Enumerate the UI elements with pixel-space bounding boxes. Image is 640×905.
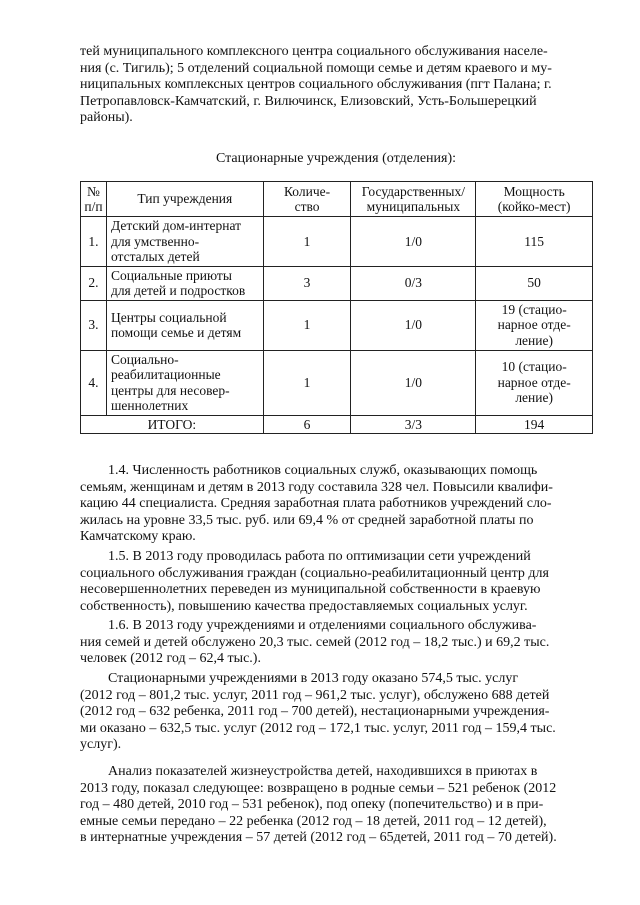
text-line: ниципальных комплексных центров социального обслуживания (пгт Палана; г. — [80, 77, 552, 93]
text-line: ния семей и детей обслужено 20,3 тыс. семей (2012 год – 18,2 тыс.) и 69,2 тыс. — [80, 634, 550, 650]
paragraph-analysis — [80, 764, 592, 847]
table-header-row — [81, 182, 593, 217]
paragraph-1-4 — [80, 463, 592, 546]
table-caption: Стационарные учреждения (отделения): — [215, 151, 457, 166]
text-line: семьям, женщинам и детям в 2013 году составила 328 чел. Повысили квалифи- — [80, 479, 553, 495]
text-line: год – 480 детей, 2010 год – 531 ребенок), под опеку (попечительство) и в при- — [80, 797, 544, 813]
cell-capacity: 50 — [476, 266, 593, 300]
cell-capacity: 10 (стацио- нарное отде- ление) — [476, 350, 593, 415]
cell-qty: 1 — [263, 300, 351, 350]
text-line: тей муниципального комплексного центра социального обслуживания населе- — [80, 44, 548, 59]
institutions-table — [80, 181, 593, 434]
cell-qty: 1 — [263, 350, 351, 415]
text-line: 2013 году, показал следующее: возвращено в родные семьи – 521 ребенок (2012 — [80, 780, 557, 796]
text-line: 1.5. В 2013 году проводилась работа по оптимизации сети учреждений — [80, 549, 531, 564]
text-line: ми оказано – 632,5 тыс. услуг (2012 год – 172,1 тыс. услуг, 2011 год – 159,4 тыс. — [80, 720, 556, 736]
total-ownership: 3/3 — [351, 415, 476, 434]
table-row — [81, 350, 593, 415]
cell-type: Социальные приюты для детей и подростков — [106, 266, 263, 300]
cell-ownership: 0/3 — [351, 266, 476, 300]
total-label: ИТОГО: — [81, 415, 264, 434]
intro-paragraph — [80, 44, 592, 127]
cell-capacity: 115 — [476, 217, 593, 267]
paragraph-1-6 — [80, 618, 592, 668]
header-ownership: Государственных/ муниципальных — [351, 182, 476, 217]
text-line: Анализ показателей жизнеустройства детей, находившихся в приютах в — [80, 764, 538, 779]
text-line: Петропавловск-Камчатский, г. Вилючинск, Елизовский, Усть-Большерецкий — [80, 93, 537, 109]
header-qty: Количе- ство — [263, 182, 351, 217]
table-row — [81, 300, 593, 350]
cell-num: 4. — [81, 350, 107, 415]
header-capacity: Мощность (койко-мест) — [476, 182, 593, 217]
text-line: несовершеннолетних переведен из муниципальной собственности в краевую — [80, 582, 541, 598]
cell-type: Центры социальной помощи семье и детям — [106, 300, 263, 350]
text-line: в интернатные учреждения – 57 детей (2012 год – 65детей, 2011 год – 70 детей). — [80, 830, 557, 846]
cell-num: 1. — [81, 217, 107, 267]
cell-qty: 1 — [263, 217, 351, 267]
cell-num: 3. — [81, 300, 107, 350]
text-line: социального обслуживания граждан (социально-реабилитационный центр для — [80, 565, 549, 581]
cell-ownership: 1/0 — [351, 300, 476, 350]
total-qty: 6 — [263, 415, 351, 434]
paragraph-1-5 — [80, 549, 592, 615]
paragraph-stationary — [80, 671, 592, 754]
text-line: Стационарными учреждениями в 2013 году оказано 574,5 тыс. услуг — [80, 671, 519, 686]
text-line: услуг). — [80, 737, 122, 753]
text-line: собственность), повышению качества предоставляемых социальных услуг. — [80, 598, 528, 614]
total-capacity: 194 — [476, 415, 593, 434]
cell-num: 2. — [81, 266, 107, 300]
text-line: ния (с. Тигиль); 5 отделений социальной помощи семье и детям краевого и му- — [80, 60, 552, 76]
cell-qty: 3 — [263, 266, 351, 300]
text-line: 1.4. Численность работников социальных служб, оказывающих помощь — [80, 463, 538, 478]
table-row — [81, 217, 593, 267]
table-total-row — [81, 415, 593, 434]
text-line: емные семьи передано – 22 ребенка (2012 год – 18 детей, 2011 год – 12 детей), — [80, 813, 547, 829]
cell-capacity: 19 (стацио- нарное отде- ление) — [476, 300, 593, 350]
header-type: Тип учреждения — [106, 182, 263, 217]
cell-ownership: 1/0 — [351, 350, 476, 415]
table-row — [81, 266, 593, 300]
text-line: жилась на уровне 33,5 тыс. руб. или 69,4 % от средней заработной платы по — [80, 512, 534, 528]
text-line: человек (2012 год – 62,4 тыс.). — [80, 651, 261, 667]
cell-type: Социально- реабилитационные центры для несовер- шеннолетних — [106, 350, 263, 415]
text-line: районы). — [80, 110, 133, 126]
text-line: (2012 год – 632 ребенка, 2011 год – 700 детей), нестационарными учреждения- — [80, 704, 550, 720]
text-line: (2012 год – 801,2 тыс. услуг, 2011 год – 961,2 тыс. услуг), обслужено 688 детей — [80, 687, 550, 703]
cell-ownership: 1/0 — [351, 217, 476, 267]
cell-type: Детский дом-интернат для умственно- отсталых детей — [106, 217, 263, 267]
text-line: кацию 44 специалиста. Средняя заработная плата работников учреждений сло- — [80, 496, 552, 512]
text-line: 1.6. В 2013 году учреждениями и отделениями социального обслужива- — [80, 618, 537, 633]
header-num: № п/п — [81, 182, 107, 217]
text-line: Камчатскому краю. — [80, 529, 196, 545]
